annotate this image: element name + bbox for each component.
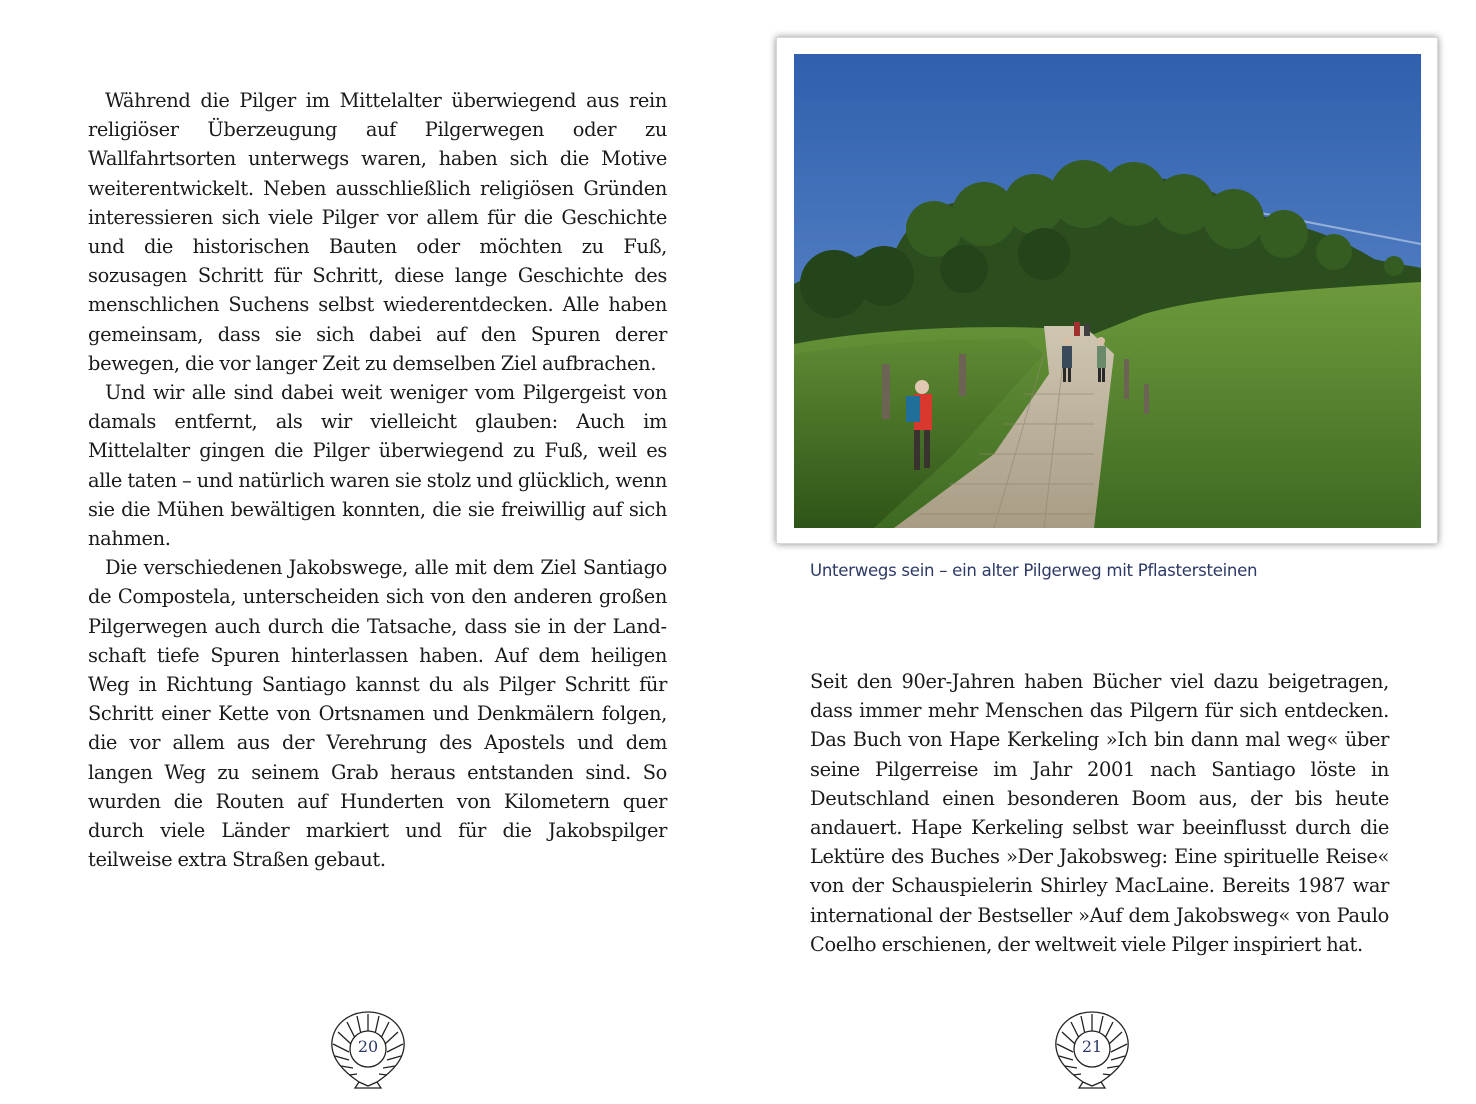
right-body-text <box>810 667 1389 959</box>
left-body-text <box>88 86 667 874</box>
right-page <box>738 0 1476 1104</box>
paragraph: Seit den 90er-Jahren haben Bücher viel dazu beigetragen, dass immer mehr Menschen das Pilgern für sich entdecken. Das Buch von Hape Kerkeling »Ich bin dann mal weg« über seine Pilgerreise im Jahr 2001 nach Santiago löste in Deutschland einen besonderen Boom aus, der bis heute andauert. Hape Kerkeling selbst war beeinflusst durch die Lektüre des Buches »Der Jakobsweg: Eine spirituelle Reise« von der Schauspielerin Shirley MacLaine. Bereits 1987 war international der Bestseller »Auf dem Jakobsweg« von Paulo Coelho erschienen, der weltweit viele Pilger inspiriert hat. <box>810 670 1389 956</box>
page-number: 20 <box>357 1037 379 1056</box>
paragraph: Die verschiedenen Jakobswege, alle mit dem Ziel Santiago de Compostela, unterscheiden sich von den anderen großen Pilgerwegen auch durch die Tatsache, dass sie in der Landschaft tiefe Spuren hinterlassen haben. Auf dem heiligen Weg in Richtung Santiago kannst du als Pilger Schritt für Schritt einer Kette von Ortsnamen und Denkmälern folgen, die vor allem aus der Verehrung des Apostels und dem langen Weg zu seinem Grab heraus entstanden sind. So wurden die Routen auf Hunderten von Kilometern quer durch viele Länder markiert und für die Jakobspilger teilweise extra Straßen gebaut. <box>88 556 667 872</box>
page-number: 21 <box>1081 1037 1103 1056</box>
page-number-ornament <box>1051 1008 1133 1090</box>
photo-caption: Unterwegs sein – ein alter Pilgerweg mit Pflastersteinen <box>810 561 1258 580</box>
page-number-ornament <box>327 1008 409 1090</box>
paragraph: Und wir alle sind dabei weit weniger vom Pilgergeist von damals entfernt, als wir vielleicht glauben: Auch im Mittelalter gingen die Pilger überwiegend zu Fuß, weil es alle taten – und natürlich waren sie stolz und glücklich, wenn sie die Mühen bewältigen konnten, die sie freiwillig auf sich nahmen. <box>88 381 667 551</box>
pilgrims-on-cobblestone-path-photo <box>794 54 1421 528</box>
paragraph: Während die Pilger im Mittelalter überwiegend aus rein religiöser Überzeugung auf Pilgerwegen oder zu Wallfahrtsorten unterwegs waren, haben sich die Motive weiterentwickelt. Neben ausschließlich religiösen Gründen interessieren sich viele Pilger vor allem für die Geschichte und die historischen Bauten oder möchten zu Fuß, sozusagen Schritt für Schritt, diese lange Geschichte des menschlichen Suchens selbst wiederentdecken. Alle haben gemeinsam, dass sie sich dabei auf den Spuren derer bewegen, die vor langer Zeit zu demselben Ziel aufbrachen. <box>88 89 667 375</box>
photo-frame <box>776 37 1438 544</box>
